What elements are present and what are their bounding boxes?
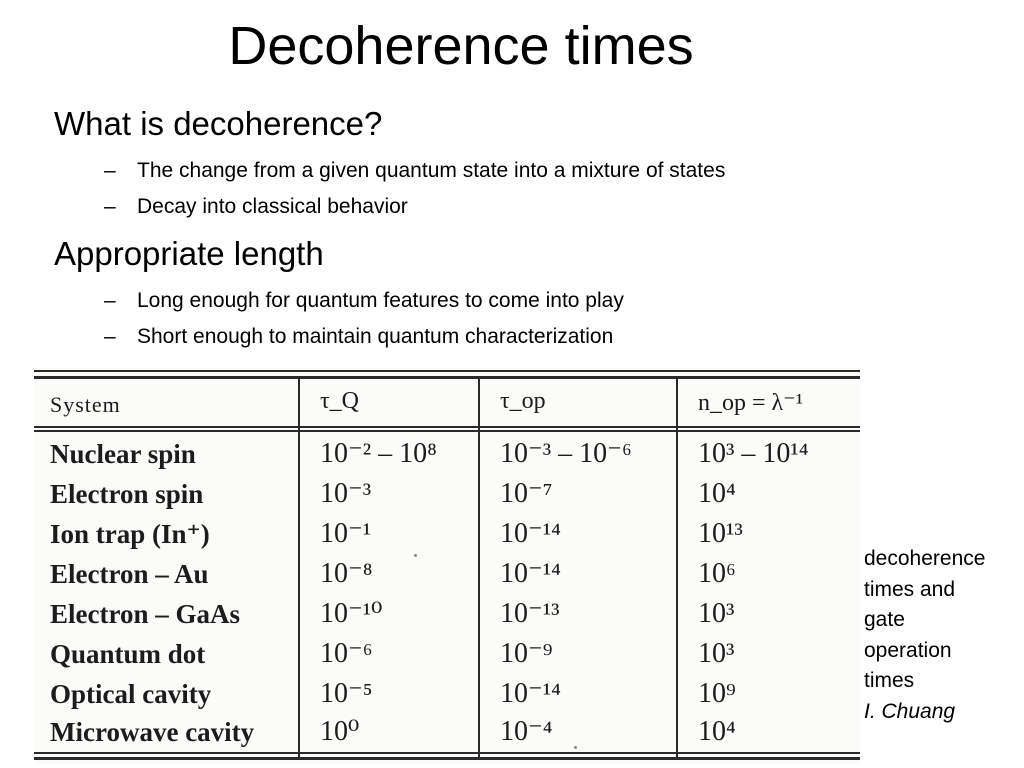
table-top-rule bbox=[34, 370, 860, 372]
tau-op-cell: 10⁻¹⁴ bbox=[500, 518, 561, 549]
tau-op-cell: 10⁻⁷ bbox=[500, 478, 553, 509]
sub-bullet-text: The change from a given quantum state into a mixture of states bbox=[137, 159, 726, 182]
tau-q-cell: 10⁻² – 10⁸ bbox=[320, 438, 437, 469]
n-op-cell: 10⁴ bbox=[698, 716, 736, 747]
caption-line: times bbox=[864, 669, 915, 692]
system-cell: Quantum dot bbox=[50, 639, 206, 669]
dash-marker: – bbox=[104, 289, 116, 312]
system-cell: Nuclear spin bbox=[50, 439, 196, 469]
n-op-cell: 10³ bbox=[698, 598, 735, 629]
system-cell: Ion trap (In⁺) bbox=[50, 519, 210, 549]
system-cell: Optical cavity bbox=[50, 679, 212, 709]
table-bottom-rule bbox=[34, 757, 860, 760]
sub-bullet-text: Decay into classical behavior bbox=[137, 195, 408, 218]
sub-bullet-text: Long enough for quantum features to come into play bbox=[137, 289, 624, 312]
column-divider bbox=[478, 376, 480, 758]
sub-bullet bbox=[104, 322, 954, 352]
scan-speck bbox=[574, 746, 577, 749]
tau-op-cell: 10⁻⁴ bbox=[500, 716, 553, 747]
header-tau-q: τ_Q bbox=[320, 388, 359, 414]
n-op-cell: 10⁹ bbox=[698, 678, 736, 709]
column-divider bbox=[676, 376, 678, 758]
header-system: System bbox=[50, 392, 121, 417]
sub-bullet bbox=[104, 286, 954, 316]
n-op-cell: 10⁶ bbox=[698, 558, 736, 589]
decoherence-table-image bbox=[34, 368, 860, 764]
header-rule bbox=[34, 426, 860, 428]
sub-bullet bbox=[104, 192, 954, 222]
dash-marker: – bbox=[104, 159, 116, 182]
tau-q-cell: 10⁰ bbox=[320, 716, 360, 747]
table-bottom-rule bbox=[34, 752, 860, 754]
tau-q-cell: 10⁻⁵ bbox=[320, 678, 373, 709]
caption-line: gate bbox=[864, 608, 905, 631]
section-appropriate-length bbox=[54, 230, 954, 352]
header-tau-op: τ_op bbox=[500, 388, 546, 414]
system-cell: Electron spin bbox=[50, 479, 204, 509]
system-cell: Electron – GaAs bbox=[50, 599, 240, 629]
tau-op-cell: 10⁻¹⁴ bbox=[500, 558, 561, 589]
n-op-cell: 10⁴ bbox=[698, 478, 736, 509]
caption-line: times and bbox=[864, 577, 956, 601]
tau-op-cell: 10⁻³ – 10⁻⁶ bbox=[500, 438, 632, 469]
tau-q-cell: 10⁻⁶ bbox=[320, 638, 373, 669]
table-caption bbox=[864, 544, 1022, 727]
system-cell: Microwave cavity bbox=[50, 717, 255, 747]
tau-op-cell: 10⁻¹⁴ bbox=[500, 678, 561, 709]
system-cell: Electron – Au bbox=[50, 559, 209, 589]
tau-q-cell: 10⁻¹ bbox=[320, 518, 372, 549]
tau-q-cell: 10⁻¹⁰ bbox=[320, 598, 383, 629]
sub-bullet-text: Short enough to maintain quantum characterization bbox=[137, 325, 614, 348]
header-n-op: n_op = λ⁻¹ bbox=[698, 390, 804, 416]
caption-line: decoherence bbox=[864, 547, 986, 570]
caption-author: I. Chuang bbox=[864, 699, 956, 723]
table-top-rule bbox=[34, 376, 860, 379]
tau-q-cell: 10⁻³ bbox=[320, 478, 372, 509]
sub-bullet bbox=[104, 156, 954, 186]
caption-line: operation bbox=[864, 638, 952, 662]
tau-q-cell: 10⁻⁸ bbox=[320, 558, 373, 589]
header-rule bbox=[34, 430, 860, 432]
dash-marker: – bbox=[104, 325, 116, 348]
slide-title: Decoherence times bbox=[228, 16, 694, 76]
scan-speck bbox=[414, 554, 417, 557]
n-op-cell: 10³ bbox=[698, 638, 735, 669]
n-op-cell: 10³ – 10¹⁴ bbox=[698, 438, 809, 469]
tau-op-cell: 10⁻¹³ bbox=[500, 598, 560, 629]
bullet-list bbox=[54, 100, 954, 360]
bullet-heading: What is decoherence? bbox=[54, 105, 383, 142]
dash-marker: – bbox=[104, 195, 116, 218]
column-divider bbox=[298, 376, 300, 758]
section-what-is-decoherence bbox=[54, 100, 954, 222]
n-op-cell: 10¹³ bbox=[698, 518, 743, 549]
bullet-heading: Appropriate length bbox=[54, 235, 324, 272]
tau-op-cell: 10⁻⁹ bbox=[500, 638, 553, 669]
